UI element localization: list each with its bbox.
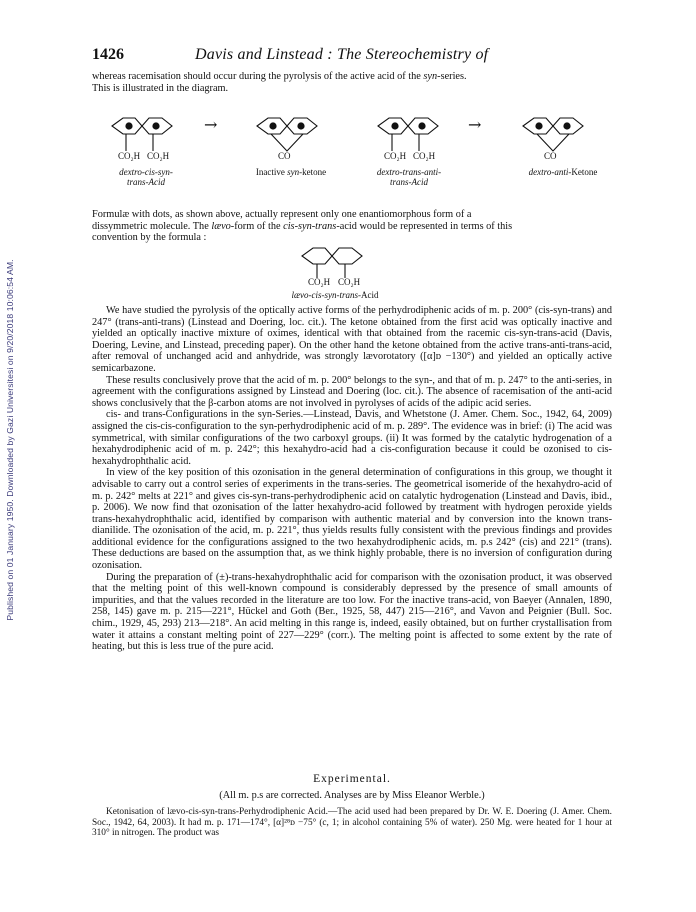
body-text (92, 305, 612, 653)
compound-label-text: dextro-trans-anti- (376, 167, 442, 177)
note-text: -form of the (230, 220, 284, 232)
compound-label-text: -ketone (299, 167, 327, 177)
page-header (92, 46, 612, 66)
structure-3 (378, 118, 438, 151)
experimental-text: Ketonisation of lævo-cis-syn-trans-Perhydrodiphenic Acid.—The acid used had been prepared by Dr. W. E. Doering (J. Amer. Chem. Soc., 1942, 64, 2003). It had m. p. 171—174°, [α]²⁸ᴅ −75° (c, 1; in alcohol containing 5% of water). 250 Mg. were heated for 1 hour at 310° in nitrogen. The product was (92, 807, 612, 839)
paragraph-results: These results conclusively prove that the acid of m. p. 200° belongs to the syn-, and that of m. p. 247° to the anti-series, in agreement with the configurations assigned by Linstead and Doering (loc. cit.). The absence of racemisation of the anti-acid shows conclusively that the β-carbon atoms are not involved in pyrolyses of acids of the adipic acid series. (92, 374, 612, 409)
paragraph-configurations: cis- and trans-Configurations in the syn-Series.—Linstead, Davis, and Whetstone (J. Amer. Chem. Soc., 1942, 64, 2009) assigned the cis-cis-configuration to the syn-perhydrodiphenic acid of m. p. 289°. The evidence was in brief: (i) The acid was symmetrical, with similar configurations of the two carboxyl groups. (ii) It was formed by the catalytic hydrogenation of a hexahydrodiphenic acid of m. p. 242°; this hexahydro-acid had a cis-configuration because it could be ozonised to cis-hexahydrophthalic acid. (92, 409, 612, 467)
intro-text: This is illustrated in the diagram. (92, 82, 229, 94)
compound-label-text: lævo-cis-syn-trans (291, 290, 358, 300)
note-text: -acid would be represented in terms of this (336, 220, 513, 232)
group-co2h: CO₂H (338, 277, 361, 287)
reaction-arrow-2: → (468, 115, 482, 134)
note-emphasis: lævo (211, 220, 231, 232)
note-text: dissymmetric molecule. The (92, 220, 212, 232)
compound-label-4 (508, 167, 618, 177)
structure-1 (112, 118, 172, 151)
section-heading-experimental: Experimental. (313, 773, 391, 785)
page-number: 1426 (92, 46, 124, 63)
compound-label-text: -Acid (358, 290, 379, 300)
note-text: Formulæ with dots, as shown above, actually represent only one enantiomorphous form of a (92, 209, 472, 220)
compound-label-text: trans-Acid (127, 177, 165, 187)
structure-4 (523, 118, 583, 151)
reaction-arrow-1: → (204, 115, 218, 134)
compound-label-text: -Ketone (568, 167, 598, 177)
compound-label-text: syn (287, 167, 300, 177)
compound-label-text: trans-Acid (390, 177, 428, 187)
paragraph-pyrolysis: We have studied the pyrolysis of the optically active forms of the perhydrodiphenic acids of m. p. 200° (cis-syn-trans) and 247° (trans-anti-trans) (Linstead and Doering, loc. cit.). The ketone obtained from the first acid was optically inactive and yielded an optically inactive mixture of oximes, identical with that obtained from the racemic cis-syn-trans-acid (Davis, Doering, Levine, and Linstead, preceding paper). On the other hand the ketone obtained from the active trans-anti-trans-acid, after removal of unchanged acid and anhydride, was strongly lævorotatory ([α]ᴅ −130°) and yielded an optically active semicarbazone. (92, 305, 612, 374)
group-co2h: CO₂H (413, 151, 436, 161)
group-co2h: CO₂H (308, 277, 331, 287)
experimental-paragraph (92, 807, 612, 839)
paragraph-preparation: During the preparation of (±)-trans-hexahydrophthalic acid for comparison with the ozonisation product, it was observed that the melting point of this well-known compound is considerably depressed by the presence of small amounts of impurities, and that the values recorded in the literature are too low. For the inactive trans-acid, von Baeyer (Annalen, 1890, 258, 145) gave m. p. 215—221°, Hückel and Goth (Ber., 1925, 58, 447) 215—216°, and Vavon and Peignier (Bull. Soc. chim., 1929, 45, 293) 213—218°. An acid melting in this range is, indeed, easily obtained, but on further crystallisation from water it attains a constant melting point of 227—229° (corr.). The melting point is affected to some extent by the rate of heating, but this is less true of the pure acid. (92, 571, 612, 653)
intro-paragraph (92, 71, 612, 94)
compound-label-text: dextro-cis-syn- (119, 167, 173, 177)
compound-label-2 (236, 167, 346, 177)
compound-label-text: Inactive (255, 167, 288, 177)
experimental-note: (All m. p.s are corrected. Analyses are by Miss Eleanor Werble.) (219, 790, 485, 801)
structure-2 (257, 118, 317, 151)
group-co2h: CO₂H (384, 151, 407, 161)
group-co: CO (278, 151, 291, 161)
group-co2h: CO₂H (147, 151, 170, 161)
download-watermark-text: Published on 01 January 1950. Downloaded by Gazi Universitesi on 9/20/2018 10:06:54 AM. (5, 259, 15, 621)
compound-label-text: dextro-anti (528, 167, 569, 177)
compound-label-1 (106, 167, 186, 187)
formulae-note (92, 209, 612, 244)
laevo-acid-formula (290, 244, 450, 304)
compound-label-3 (364, 167, 454, 187)
paragraph-ozonisation: In view of the key position of this ozonisation in the general determination of configurations in this group, we thought it advisable to carry out a control series of experiments in the trans-series. The geometrical isomeride of the hexahydro-acid of m. p. 242° melts at 221° and gives cis-syn-trans-perhydrodiphenic acid on catalytic hydrogenation (Linstead and Davis, ibid., p. 2006). We now find that ozonisation of the latter hexahydro-acid followed by treatment with hydrogen peroxide yields trans-hexahydrophthalic acid, identified by comparison with authentic material and by conversion into the known trans-dianilide. The ozonisation of the acid, m. p. 221°, thus yields results fully consistent with the previous findings and provides additional evidence for the configurations assigned to the two hexahydrodiphenic acids, m. p.s 242° (cis) and 221° (trans). These deductions are based on the assumption that, as we think highly probable, there is no inversion of configuration during ozonisation. (92, 467, 612, 572)
group-co2h: CO₂H (118, 151, 141, 161)
group-co: CO (544, 151, 557, 161)
intro-emphasis: syn (423, 71, 438, 82)
laevo-acid-label (290, 290, 380, 300)
download-watermark (2, 120, 18, 760)
running-title: Davis and Linstead : The Stereochemistry of (195, 46, 489, 63)
intro-text: whereas racemisation should occur during the pyrolysis of the active acid of the (92, 71, 424, 82)
intro-text: -series. (437, 71, 467, 82)
note-text: convention by the formula : (92, 232, 207, 244)
note-emphasis: cis-syn-trans (283, 220, 337, 232)
reaction-diagram (96, 101, 686, 206)
